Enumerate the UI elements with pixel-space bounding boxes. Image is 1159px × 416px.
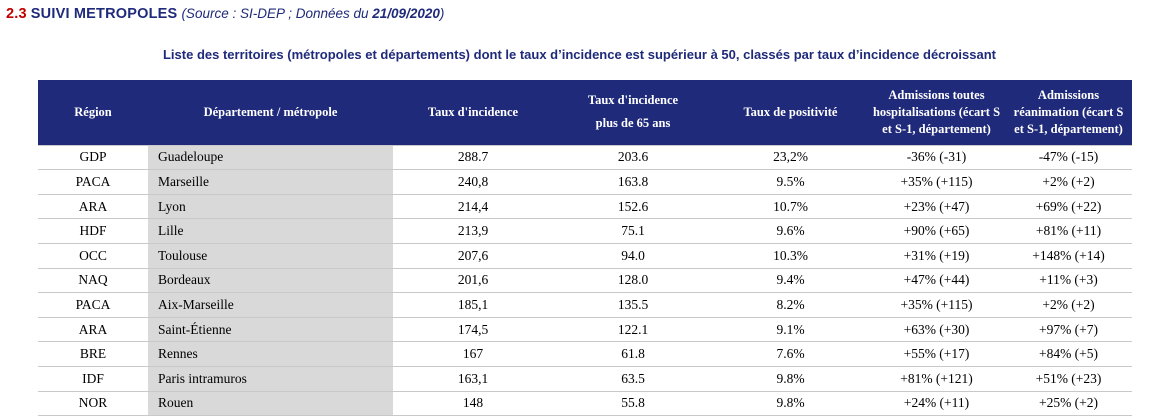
- cell-region: OCC: [38, 244, 148, 269]
- cell-hospitalisations: -36% (-31): [868, 145, 1005, 170]
- cell-hospitalisations: +47% (+44): [868, 268, 1005, 293]
- column-header-taux-positivite: Taux de positivité: [713, 80, 868, 145]
- cell-departement: Bordeaux: [148, 268, 393, 293]
- cell-taux-incidence: 201,6: [393, 268, 553, 293]
- cell-departement: Rouen: [148, 391, 393, 416]
- header-line-2: département): [1050, 121, 1123, 136]
- cell-taux-incidence: 163,1: [393, 366, 553, 391]
- incidence-table: [38, 80, 1132, 416]
- cell-region: BRE: [38, 342, 148, 367]
- cell-taux-positivite: 9.5%: [713, 170, 868, 195]
- cell-region: GDP: [38, 145, 148, 170]
- column-header-taux-incidence-65: [553, 80, 713, 145]
- header-line-2: plus de 65 ans: [595, 116, 671, 131]
- cell-departement: Rennes: [148, 342, 393, 367]
- table-row: [38, 342, 1132, 367]
- table-row: [38, 268, 1132, 293]
- section-heading: [6, 6, 444, 22]
- header-line-1: Admissions réanimation (écart S et S-1,: [1013, 88, 1124, 136]
- cell-taux-incidence-65: 128.0: [553, 268, 713, 293]
- table-row: [38, 317, 1132, 342]
- cell-taux-incidence-65: 163.8: [553, 170, 713, 195]
- cell-taux-incidence-65: 63.5: [553, 366, 713, 391]
- cell-taux-positivite: 9.4%: [713, 268, 868, 293]
- cell-region: IDF: [38, 366, 148, 391]
- cell-taux-incidence: 174,5: [393, 317, 553, 342]
- cell-taux-incidence-65: 55.8: [553, 391, 713, 416]
- cell-hospitalisations: +35% (+115): [868, 293, 1005, 318]
- cell-reanimation: +51% (+23): [1005, 366, 1132, 391]
- cell-reanimation: +25% (+2): [1005, 391, 1132, 416]
- cell-taux-incidence: 148: [393, 391, 553, 416]
- cell-departement: Lyon: [148, 194, 393, 219]
- table-container: [38, 80, 1132, 416]
- cell-taux-positivite: 10.7%: [713, 194, 868, 219]
- cell-region: HDF: [38, 219, 148, 244]
- table-row: [38, 293, 1132, 318]
- cell-departement: Paris intramuros: [148, 366, 393, 391]
- cell-taux-incidence: 288.7: [393, 145, 553, 170]
- cell-taux-incidence-65: 94.0: [553, 244, 713, 269]
- cell-region: NAQ: [38, 268, 148, 293]
- cell-departement: Marseille: [148, 170, 393, 195]
- header-line-1: Taux d'incidence: [587, 93, 679, 108]
- cell-hospitalisations: +24% (+11): [868, 391, 1005, 416]
- cell-reanimation: +97% (+7): [1005, 317, 1132, 342]
- cell-taux-positivite: 9.8%: [713, 366, 868, 391]
- cell-hospitalisations: +90% (+65): [868, 219, 1005, 244]
- cell-departement: Toulouse: [148, 244, 393, 269]
- cell-region: PACA: [38, 170, 148, 195]
- cell-taux-incidence: 207,6: [393, 244, 553, 269]
- cell-hospitalisations: +55% (+17): [868, 342, 1005, 367]
- cell-reanimation: +69% (+22): [1005, 194, 1132, 219]
- cell-taux-positivite: 8.2%: [713, 293, 868, 318]
- section-source: [181, 6, 444, 21]
- column-header-hospitalisations: [868, 80, 1005, 145]
- cell-taux-positivite: 23,2%: [713, 145, 868, 170]
- table-body: [38, 145, 1132, 416]
- cell-taux-incidence-65: 152.6: [553, 194, 713, 219]
- cell-departement: Lille: [148, 219, 393, 244]
- column-header-reanimation: [1005, 80, 1132, 145]
- cell-taux-incidence: 214,4: [393, 194, 553, 219]
- cell-hospitalisations: +63% (+30): [868, 317, 1005, 342]
- table-row: [38, 366, 1132, 391]
- cell-taux-incidence-65: 135.5: [553, 293, 713, 318]
- table-row: [38, 194, 1132, 219]
- cell-reanimation: +11% (+3): [1005, 268, 1132, 293]
- cell-taux-positivite: 7.6%: [713, 342, 868, 367]
- cell-reanimation: +148% (+14): [1005, 244, 1132, 269]
- table-header: [38, 80, 1132, 145]
- cell-region: PACA: [38, 293, 148, 318]
- cell-hospitalisations: +35% (+115): [868, 170, 1005, 195]
- cell-taux-incidence-65: 122.1: [553, 317, 713, 342]
- table-row: [38, 170, 1132, 195]
- cell-taux-incidence: 185,1: [393, 293, 553, 318]
- cell-reanimation: +84% (+5): [1005, 342, 1132, 367]
- table-row: [38, 145, 1132, 170]
- cell-region: NOR: [38, 391, 148, 416]
- table-row: [38, 244, 1132, 269]
- section-title: SUIVI METROPOLES: [30, 6, 178, 22]
- table-row: [38, 391, 1132, 416]
- cell-taux-incidence: 167: [393, 342, 553, 367]
- cell-hospitalisations: +81% (+121): [868, 366, 1005, 391]
- cell-region: ARA: [38, 317, 148, 342]
- column-header-region: Région: [38, 80, 148, 145]
- source-prefix: (Source : SI-DEP ; Données du: [181, 6, 373, 21]
- section-number: 2.3: [6, 6, 27, 22]
- cell-reanimation: +2% (+2): [1005, 293, 1132, 318]
- column-header-departement: Département / métropole: [148, 80, 393, 145]
- column-header-taux-incidence: Taux d'incidence: [393, 80, 553, 145]
- source-date: 21/09/2020: [372, 6, 440, 21]
- cell-reanimation: -47% (-15): [1005, 145, 1132, 170]
- cell-departement: Aix-Marseille: [148, 293, 393, 318]
- cell-taux-positivite: 10.3%: [713, 244, 868, 269]
- table-caption: Liste des territoires (métropoles et départements) dont le taux d’incidence est supérieur à 50, classés par taux d’incidence décroissant: [162, 47, 996, 62]
- cell-taux-positivite: 9.8%: [713, 391, 868, 416]
- header-row: [38, 80, 1132, 145]
- cell-taux-incidence: 240,8: [393, 170, 553, 195]
- cell-taux-incidence-65: 75.1: [553, 219, 713, 244]
- header-line-2: S-1, département): [895, 121, 991, 136]
- cell-hospitalisations: +31% (+19): [868, 244, 1005, 269]
- cell-departement: Saint-Étienne: [148, 317, 393, 342]
- cell-reanimation: +81% (+11): [1005, 219, 1132, 244]
- source-suffix: ): [439, 6, 445, 21]
- cell-hospitalisations: +23% (+47): [868, 194, 1005, 219]
- header-line-1: Admissions toutes hospitalisations (écart S et: [872, 88, 1001, 136]
- cell-taux-incidence-65: 61.8: [553, 342, 713, 367]
- cell-departement: Guadeloupe: [148, 145, 393, 170]
- cell-region: ARA: [38, 194, 148, 219]
- cell-reanimation: +2% (+2): [1005, 170, 1132, 195]
- cell-taux-incidence-65: 203.6: [553, 145, 713, 170]
- cell-taux-incidence: 213,9: [393, 219, 553, 244]
- cell-taux-positivite: 9.6%: [713, 219, 868, 244]
- table-row: [38, 219, 1132, 244]
- cell-taux-positivite: 9.1%: [713, 317, 868, 342]
